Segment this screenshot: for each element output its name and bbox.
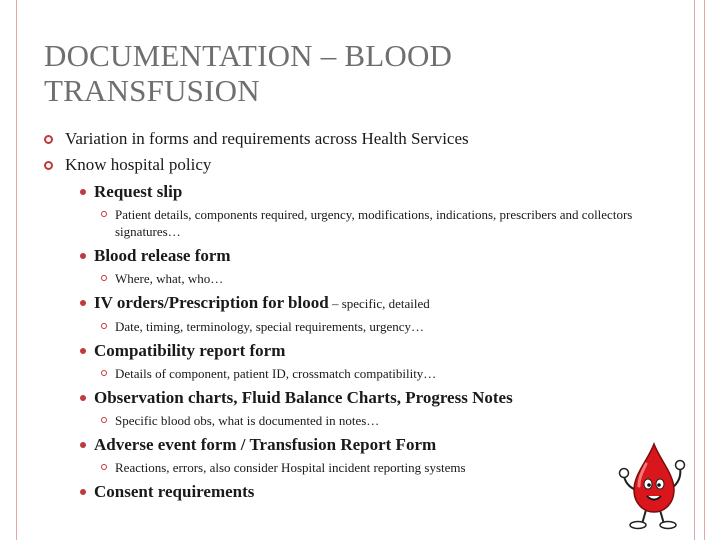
detail-text: Date, timing, terminology, special requirements, urgency… (115, 319, 425, 334)
dot-bullet-icon (80, 489, 86, 495)
dot-bullet-icon (80, 189, 86, 195)
ring-bullet-icon (101, 417, 107, 423)
section-iv-orders (44, 292, 664, 315)
slide-title: DOCUMENTATION – BLOOD TRANSFUSION (44, 38, 453, 108)
section-request-slip (44, 181, 664, 203)
section-compatibility-report (44, 340, 664, 362)
section-heading: Observation charts, Fluid Balance Charts, Progress Notes (94, 388, 513, 407)
detail-item (44, 459, 664, 476)
detail-text: Specific blood obs, what is documented in notes… (115, 413, 380, 428)
section-heading: IV orders/Prescription for blood (94, 293, 329, 312)
detail-item (44, 270, 664, 287)
detail-text: Where, what, who… (115, 271, 224, 286)
left-border-line (16, 0, 17, 540)
section-heading: Adverse event form / Transfusion Report Form (94, 435, 437, 454)
bullet-text: Variation in forms and requirements across Health Services (65, 129, 469, 148)
ring-bullet-icon (44, 161, 53, 170)
section-heading: Blood release form (94, 246, 231, 265)
dot-bullet-icon (80, 395, 86, 401)
section-heading-suffix: – specific, detailed (328, 296, 430, 311)
bullet-text: Know hospital policy (65, 155, 212, 174)
dot-bullet-icon (80, 253, 86, 259)
ring-bullet-icon (101, 464, 107, 470)
detail-text: Reactions, errors, also consider Hospital incident reporting systems (115, 460, 466, 475)
section-heading: Compatibility report form (94, 341, 286, 360)
ring-bullet-icon (101, 370, 107, 376)
section-observation-charts (44, 387, 664, 409)
section-heading: Consent requirements (94, 482, 255, 501)
detail-item (44, 206, 664, 240)
section-adverse-event-form (44, 434, 664, 456)
ring-bullet-icon (101, 275, 107, 281)
slide-content (44, 128, 664, 503)
dot-bullet-icon (80, 300, 86, 306)
section-blood-release-form (44, 245, 664, 267)
ring-bullet-icon (44, 135, 53, 144)
section-heading: Request slip (94, 182, 183, 201)
detail-item (44, 365, 664, 382)
blood-drop-mascot-icon (618, 440, 690, 532)
dot-bullet-icon (80, 442, 86, 448)
detail-text: Patient details, components required, urgency, modifications, indications, prescribers and collectors signatures… (115, 207, 633, 239)
right-border-line-outer (704, 0, 705, 540)
ring-bullet-icon (101, 323, 107, 329)
section-consent-requirements (44, 481, 664, 503)
bullet-hospital-policy (44, 154, 664, 176)
detail-text: Details of component, patient ID, crossmatch compatibility… (115, 366, 437, 381)
bullet-variation (44, 128, 664, 150)
detail-item (44, 318, 664, 335)
dot-bullet-icon (80, 348, 86, 354)
ring-bullet-icon (101, 211, 107, 217)
right-border-line (694, 0, 695, 540)
detail-item (44, 412, 664, 429)
